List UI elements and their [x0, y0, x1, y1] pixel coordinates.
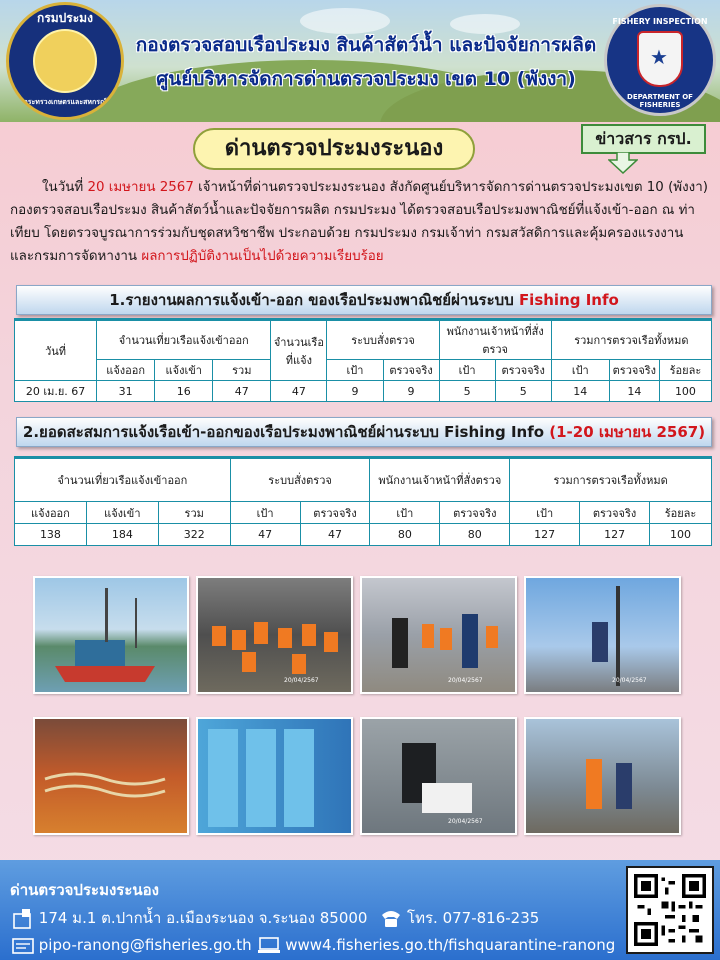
- table-cell: 127: [580, 524, 650, 546]
- logo-text-top: กรมประมง: [37, 11, 93, 25]
- section2-header: [16, 417, 712, 447]
- intro-date: 20 เมษายน 2567: [87, 180, 194, 195]
- table-cell: 31: [97, 381, 155, 402]
- fishery-inspection-logo: [604, 4, 716, 116]
- table-subheader: เป้า: [439, 360, 495, 381]
- table-cell: 9: [383, 381, 439, 402]
- footer-title: ด่านตรวจประมงระนอง: [10, 881, 159, 899]
- table-header: พนักงานเจ้าหน้าที่สั่งตรวจ: [370, 458, 510, 502]
- intro-text: ในวันที่: [42, 180, 88, 195]
- photo-document-check: [360, 576, 517, 694]
- table-subheader: แจ้งเข้า: [155, 360, 213, 381]
- photo-mast-inspection: [524, 576, 681, 694]
- photo-timestamp: 20/04/2567: [448, 677, 483, 684]
- table-subheader: เป้า: [510, 502, 580, 524]
- table-subheader: ตรวจจริง: [440, 502, 510, 524]
- table-cell: 47: [300, 524, 370, 546]
- shield-icon: ★: [637, 31, 683, 87]
- section2-date-range: (1-20 เมษายน 2567): [549, 423, 706, 441]
- photo-pier-inspection: [524, 717, 681, 835]
- table-cell: 20 เม.ย. 67: [15, 381, 97, 402]
- table-cell: 5: [495, 381, 551, 402]
- table-cell: 100: [659, 381, 711, 402]
- table-subheader: เป้า: [327, 360, 383, 381]
- table-subheader: แจ้งออก: [15, 502, 87, 524]
- table-row: [15, 381, 712, 402]
- table-header: พนักงานเจ้าหน้าที่สั่งตรวจ: [439, 320, 551, 360]
- table-cell: 80: [440, 524, 510, 546]
- header-title-line2: ศูนย์บริหารจัดการด่านตรวจประมง เขต 10 (พังงา): [156, 68, 576, 90]
- intro-result: ผลการปฏิบัติงานเป็นไปด้วยความเรียบร้อย: [141, 249, 384, 264]
- footer-email[interactable]: pipo-ranong@fisheries.go.th: [38, 936, 252, 954]
- address-icon: [12, 908, 34, 930]
- email-icon: [12, 937, 34, 955]
- table-cell: 127: [510, 524, 580, 546]
- table-subheader: เป้า: [551, 360, 609, 381]
- footer-website[interactable]: www4.fisheries.go.th/fishquarantine-ranong: [285, 936, 616, 954]
- table-header: ระบบสั่งตรวจ: [230, 458, 370, 502]
- table-header: วันที่: [15, 320, 97, 381]
- section2-title: 2.ยอดสะสมการแจ้งเรือเข้า-ออกของเรือประมงพาณิชย์ผ่านระบบ Fishing Info: [22, 423, 550, 441]
- photo-timestamp: 20/04/2567: [284, 677, 319, 684]
- header-title-line1: กองตรวจสอบเรือประมง สินค้าสัตว์น้ำ และปัจจัยการผลิต: [135, 34, 597, 56]
- table-header: ระบบสั่งตรวจ: [327, 320, 439, 360]
- daily-report-table: [14, 318, 712, 402]
- table-subheader: เป้า: [230, 502, 300, 524]
- section1-title-fishing-info: Fishing Info: [518, 291, 619, 309]
- table-subheader: ร้อยละ: [659, 360, 711, 381]
- section1-header: [16, 285, 712, 315]
- table-subheader: ตรวจจริง: [609, 360, 659, 381]
- table-subheader: แจ้งออก: [97, 360, 155, 381]
- table-cell: 16: [155, 381, 213, 402]
- footer-address-line: [12, 906, 539, 930]
- table-subheader: ตรวจจริง: [383, 360, 439, 381]
- phone-icon: [380, 909, 402, 929]
- table-cell: 184: [86, 524, 158, 546]
- department-of-fisheries-logo: [6, 2, 124, 120]
- arrow-down-icon: [608, 152, 638, 174]
- intro-text: เจ้าหน้าที่ด่านตรวจประมงระนอง สังกัดศูนย์บริหารจัดการด่านตรวจประมงเขต 10 (พังงา) กองตรวจสอบเรือประมง สินค้าสัตว์น้ำและปัจจัยการผลิต กรมประมง ได้ตรวจสอบเรือประมงพาณิชย์ที่แจ้งเข้า-ออก ณ ท่าเทียบ โดยตรวจบูรณาการร่วมกับชุดสหวิชาชีพ ประกอบด้วย กรมประมง กรมเจ้าท่า กรมสวัสดิการและคุ้มครองแรงงาน และกรมการจัดหางาน: [10, 180, 708, 264]
- table-cell: 5: [439, 381, 495, 402]
- photo-officer-documents: [360, 717, 517, 835]
- photo-crew-inspection: [196, 576, 353, 694]
- table-cell: 47: [213, 381, 271, 402]
- table-cell: 80: [370, 524, 440, 546]
- table-header: รวมการตรวจเรือทั้งหมด: [551, 320, 711, 360]
- table-header: จำนวนเที่ยวเรือแจ้งเข้าออก: [97, 320, 271, 360]
- footer-address: 174 ม.1 ต.ปากน้ำ อ.เมืองระนอง จ.ระนอง 85000: [38, 909, 368, 927]
- table-subheader: ตรวจจริง: [580, 502, 650, 524]
- table-header: รวมการตรวจเรือทั้งหมด: [510, 458, 712, 502]
- photo-fish-containers: [196, 717, 353, 835]
- table-cell: 9: [327, 381, 383, 402]
- photo-ropes-deck: [33, 717, 189, 835]
- photo-timestamp: 20/04/2567: [612, 677, 647, 684]
- table-cell: 47: [271, 381, 327, 402]
- section1-title: 1.รายงานผลการแจ้งเข้า-ออก ของเรือประมงพาณิชย์ผ่านระบบ: [109, 291, 519, 309]
- table-row: [15, 524, 712, 546]
- table-subheader: ร้อยละ: [650, 502, 712, 524]
- table-cell: 100: [650, 524, 712, 546]
- table-cell: 14: [609, 381, 659, 402]
- table-subheader: ตรวจจริง: [495, 360, 551, 381]
- table-subheader: รวม: [213, 360, 271, 381]
- footer-phone[interactable]: โทร. 077-816-235: [407, 909, 540, 927]
- cumulative-report-table: [14, 456, 712, 546]
- logo-text-bottom: กระทรวงเกษตรและสหกรณ์: [23, 98, 107, 106]
- table-header: จำนวนเที่ยวเรือแจ้งเข้าออก: [15, 458, 231, 502]
- footer-contact-line: [12, 936, 615, 955]
- table-subheader: เป้า: [370, 502, 440, 524]
- intro-paragraph: [10, 176, 710, 268]
- table-cell: 322: [158, 524, 230, 546]
- table-cell: 47: [230, 524, 300, 546]
- garuda-emblem-icon: [33, 29, 97, 93]
- table-cell: 138: [15, 524, 87, 546]
- table-header: จำนวนเรือที่แจ้ง: [271, 320, 327, 381]
- table-subheader: รวม: [158, 502, 230, 524]
- page-title: ด่านตรวจประมงระนอง: [193, 128, 475, 170]
- computer-icon: [258, 937, 280, 955]
- photo-timestamp: 20/04/2567: [448, 818, 483, 825]
- logo-ring-text-top: FISHERY INSPECTION: [612, 17, 708, 26]
- qr-code[interactable]: [626, 866, 714, 954]
- table-subheader: ตรวจจริง: [300, 502, 370, 524]
- table-cell: 14: [551, 381, 609, 402]
- header-banner: [0, 0, 720, 122]
- news-badge: ข่าวสาร กรป.: [581, 124, 706, 154]
- logo-ring-text-bottom: DEPARTMENT OF FISHERIES: [627, 93, 693, 109]
- table-subheader: แจ้งเข้า: [86, 502, 158, 524]
- photo-fishing-boat: [33, 576, 189, 694]
